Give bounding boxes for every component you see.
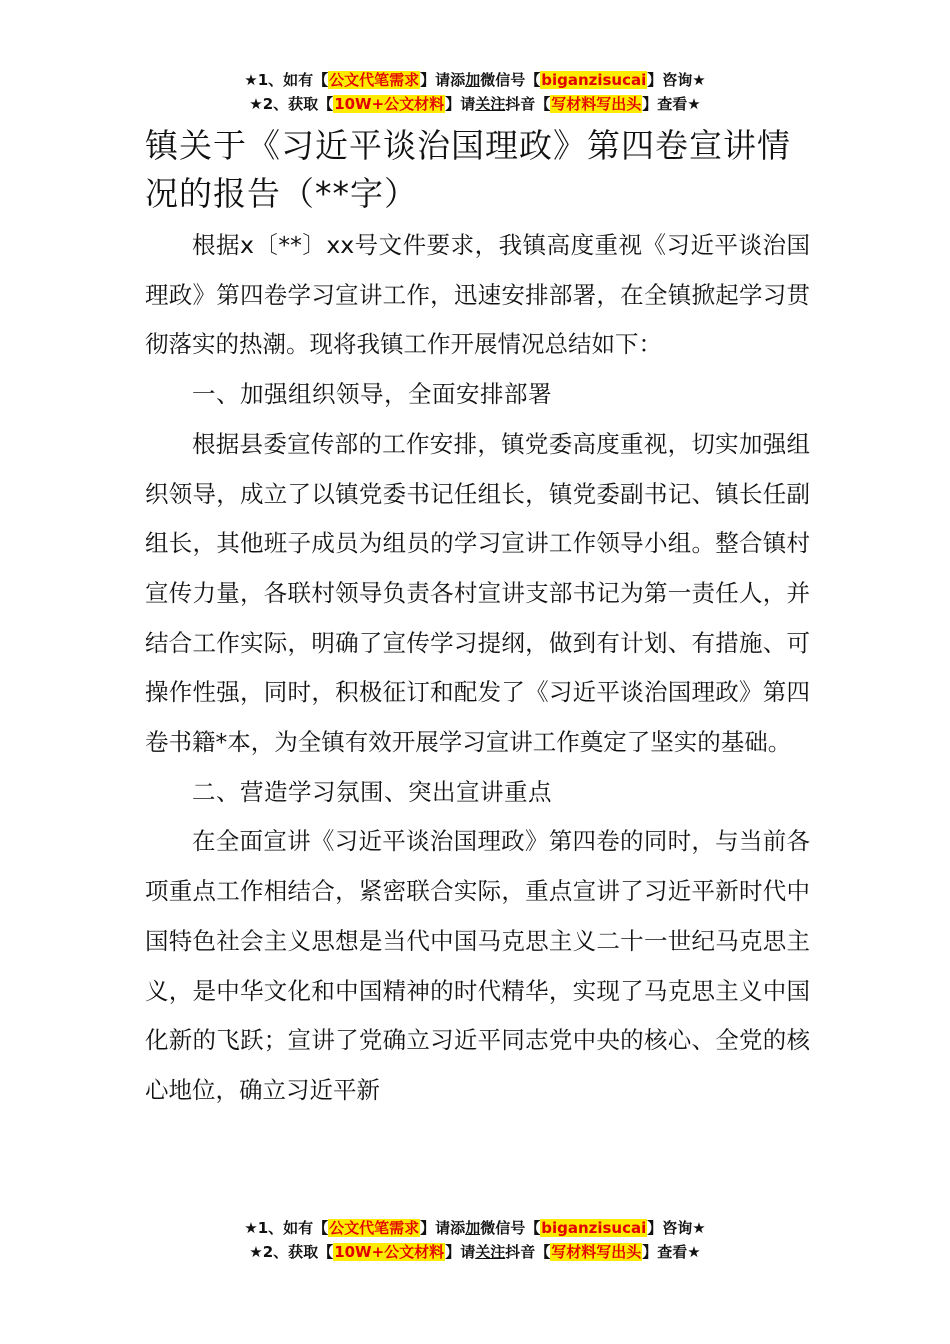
section-heading-1: 一、加强组织领导，全面安排部署 xyxy=(192,380,552,409)
banner-highlight-douyin: 写材料写出头 xyxy=(551,95,642,113)
banner-text: 抖音【 xyxy=(505,1243,551,1261)
banner-text: 】咨询★ xyxy=(647,71,706,89)
header-banner-line-1 xyxy=(0,68,950,92)
banner-highlight-service: 公文代笔需求 xyxy=(329,71,420,89)
banner-highlight-wechat-id: biganzisucai xyxy=(541,1219,647,1237)
banner-text-underlined: 加 xyxy=(465,71,481,89)
banner-text-underlined: 关注 xyxy=(475,1243,506,1261)
header-banner xyxy=(0,68,950,116)
banner-text: 】请 xyxy=(445,1243,476,1261)
banner-text: 微信号【 xyxy=(480,71,541,89)
banner-text: ★1、如有【 xyxy=(244,1219,329,1237)
banner-text: ★1、如有【 xyxy=(244,71,329,89)
banner-highlight-materials: 10W+公文材料 xyxy=(334,95,445,113)
paragraph-intro: 根据x〔**〕xx号文件要求，我镇高度重视《习近平谈治国理政》第四卷学习宣讲工作，迅速安排部署，在全镇掀起学习贯彻落实的热潮。现将我镇工作开展情况总结如下： xyxy=(145,231,810,359)
header-banner-line-2 xyxy=(0,92,950,116)
paragraph-section-1: 根据县委宣传部的工作安排，镇党委高度重视，切实加强组织领导，成立了以镇党委书记任组长，镇党委副书记、镇长任副组长，其他班子成员为组员的学习宣讲工作领导小组。整合镇村宣传力量，各联村领导负责各村宣讲支部书记为第一责任人，并结合工作实际，明确了宣传学习提纲，做到有计划、有措施、可操作性强，同时，积极征订和配发了《习近平谈治国理政》第四卷书籍*本，为全镇有效开展学习宣讲工作奠定了坚实的基础。 xyxy=(145,429,810,757)
banner-text: 】请添 xyxy=(420,1219,466,1237)
document-title: 镇关于《习近平谈治国理政》第四卷宣讲情况的报告（**字） xyxy=(145,126,791,213)
banner-highlight-wechat-id: biganzisucai xyxy=(541,71,647,89)
banner-text-underlined: 加 xyxy=(465,1219,481,1237)
banner-highlight-douyin: 写材料写出头 xyxy=(551,1243,642,1261)
footer-banner xyxy=(0,1216,950,1264)
banner-highlight-materials: 10W+公文材料 xyxy=(334,1243,445,1261)
banner-highlight-service: 公文代笔需求 xyxy=(329,1219,420,1237)
section-heading-2: 二、营造学习氛围、突出宣讲重点 xyxy=(192,777,552,806)
footer-banner-line-1 xyxy=(0,1216,950,1240)
banner-text: 】查看★ xyxy=(642,95,701,113)
banner-text: ★2、获取【 xyxy=(249,1243,334,1261)
banner-text: 】请 xyxy=(445,95,476,113)
banner-text: 抖音【 xyxy=(505,95,551,113)
paragraph-section-2: 在全面宣讲《习近平谈治国理政》第四卷的同时，与当前各项重点工作相结合，紧密联合实际，重点宣讲了习近平新时代中国特色社会主义思想是当代中国马克思主义二十一世纪马克思主义，是中华文化和中国精神的时代精华，实现了马克思主义中国化新的飞跃；宣讲了党确立习近平同志党中央的核心、全党的核心地位，确立习近平新 xyxy=(145,827,810,1104)
document-body xyxy=(145,221,810,1116)
footer-banner-line-2 xyxy=(0,1240,950,1264)
banner-text-underlined: 关注 xyxy=(475,95,506,113)
banner-text: 】咨询★ xyxy=(647,1219,706,1237)
banner-text: 】查看★ xyxy=(642,1243,701,1261)
banner-text: 微信号【 xyxy=(480,1219,541,1237)
banner-text: ★2、获取【 xyxy=(249,95,334,113)
banner-text: 】请添 xyxy=(420,71,466,89)
